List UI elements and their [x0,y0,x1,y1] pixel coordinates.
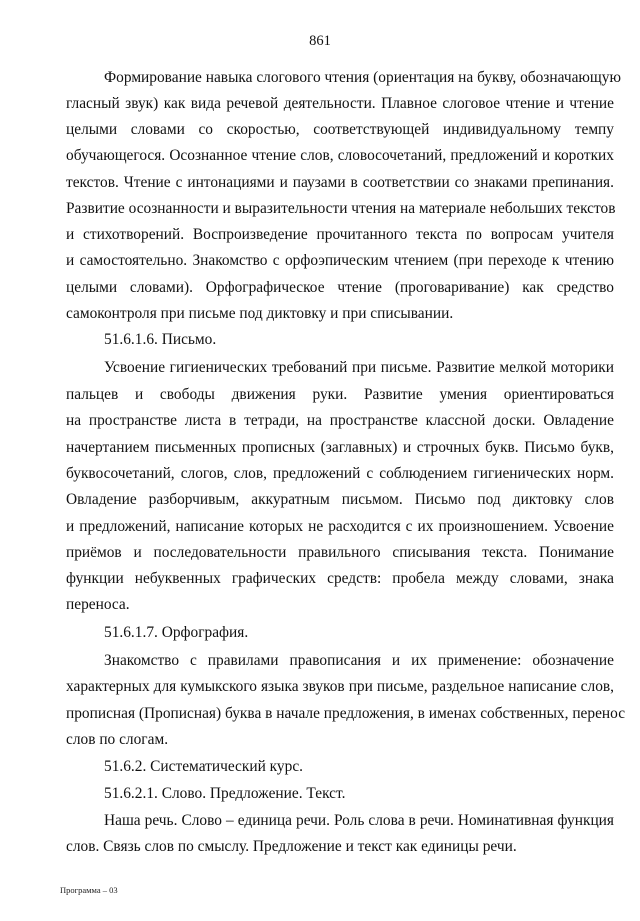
text-line: характерных для кумыкского языка звуков при письме, раздельное написание слов, [66,678,614,695]
text-line: Знакомство с правилами правописания и их применение: обозначение [104,652,614,669]
text-line: пальцев и свободы движения руки. Развитие умения ориентироваться [66,386,614,403]
text-line: и самостоятельно. Знакомство с орфоэпическим чтением (при переходе к чтению [66,252,614,269]
text-line: Формирование навыка слогового чтения (ориентация на букву, обозначающую [104,69,621,86]
text-line: Овладение разборчивым, аккуратным письмом. Письмо под диктовку слов [66,491,614,508]
text-line: Усвоение гигиенических требований при письме. Развитие мелкой моторики [104,359,614,376]
section-heading: 51.6.1.6. Письмо. [104,331,217,348]
text-line: гласный звук) как вида речевой деятельности. Плавное слоговое чтение и чтение [66,95,614,112]
text-line: буквосочетаний, слогов, слов, предложений с соблюдением гигиенических норм. [66,465,614,482]
section-heading: 51.6.2. Систематический курс. [104,758,304,775]
text-line: текстов. Чтение с интонациями и паузами в соответствии со знаками препинания. [66,174,614,191]
text-line: самоконтроля при письме под диктовку и при списывании. [66,305,454,322]
section-heading: 51.6.2.1. Слово. Предложение. Текст. [104,785,346,802]
text-line: Наша речь. Слово – единица речи. Роль слова в речи. Номинативная функция [104,812,614,829]
section-heading: 51.6.1.7. Орфография. [104,624,249,641]
footer-label: Программа – 03 [60,885,118,895]
text-line: прописная (Прописная) буква в начале предложения, в именах собственных, перенос [66,705,626,722]
text-line: начертанием письменных прописных (заглавных) и строчных букв. Письмо букв, [66,439,614,456]
text-line: целыми словами со скоростью, соответствующей индивидуальному темпу [66,121,614,138]
text-line: и стихотворений. Воспроизведение прочитанного текста по вопросам учителя [66,226,614,243]
text-line: и предложений, написание которых не расходится с их произношением. Усвоение [66,518,614,535]
text-line: обучающегося. Осознанное чтение слов, словосочетаний, предложений и коротких [66,147,614,164]
text-line: функции небуквенных графических средств: пробела между словами, знака [66,570,614,587]
text-line: слов. Связь слов по смыслу. Предложение и текст как единицы речи. [66,838,517,855]
text-line: приёмов и последовательности правильного списывания текста. Понимание [66,544,614,561]
text-line: переноса. [66,596,130,613]
page-number: 861 [309,33,331,49]
text-line: на пространстве листа в тетради, на пространстве классной доски. Овладение [66,412,614,429]
text-line: Развитие осознанности и выразительности чтения на материале небольших текстов [66,200,616,217]
text-line: слов по слогам. [66,731,169,748]
text-line: целыми словами). Орфографическое чтение (проговаривание) как средство [66,279,614,296]
